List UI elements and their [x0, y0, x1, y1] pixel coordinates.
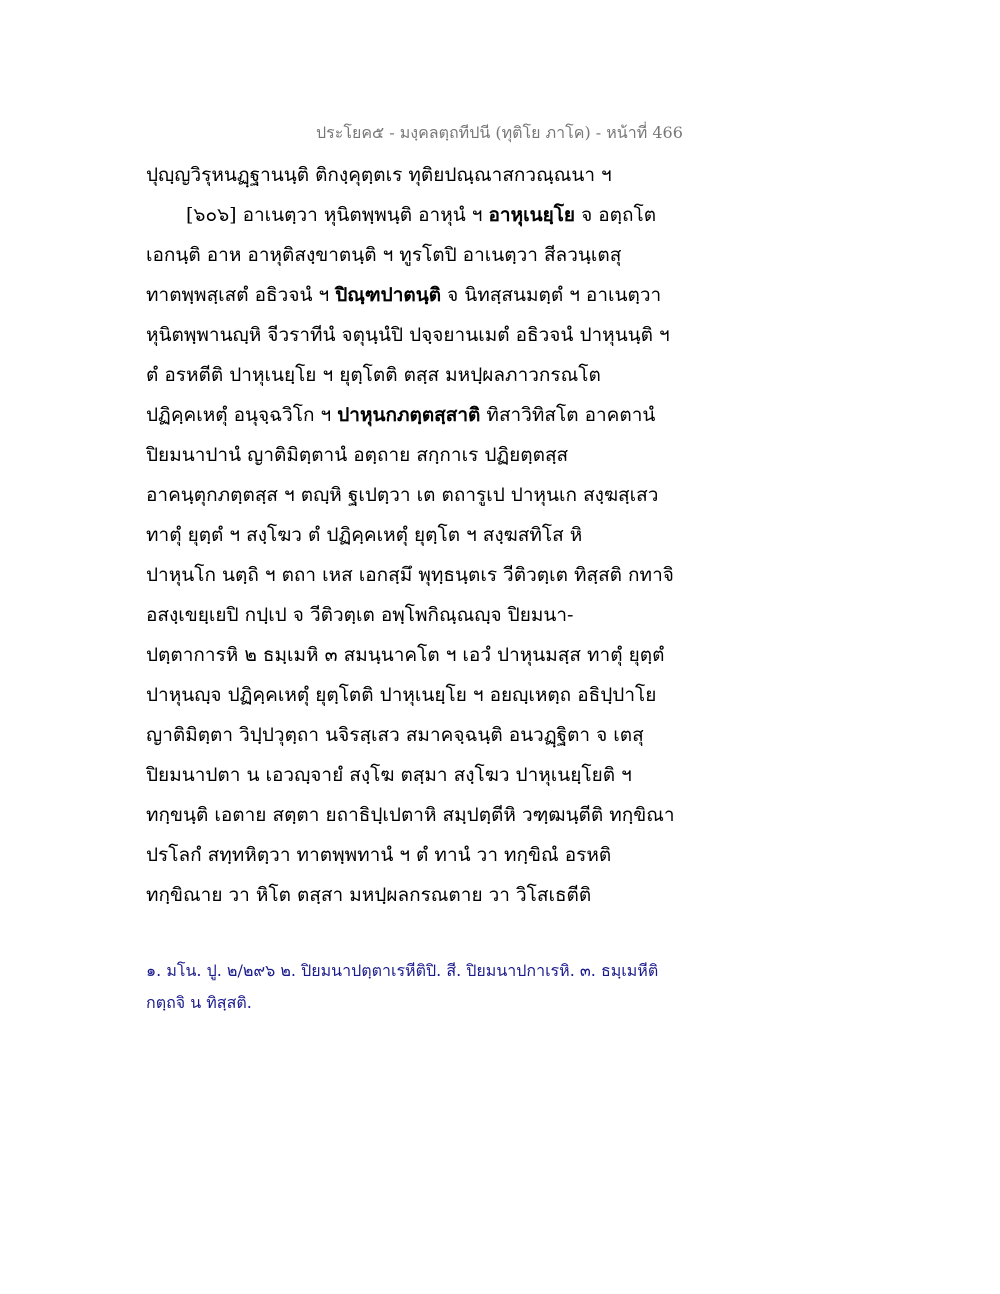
text-line: ทกฺขิณาย วา หิโต ตสฺสา มหปฺผลกรณตาย วา วิโสเธตีติ [146, 884, 592, 906]
text-line: ปิยมนาปานํ ญาติมิตฺตานํ อตฺถาย สกฺกาเร ปฏิยตฺตสฺส [146, 444, 569, 466]
text-line: ทกฺขนฺติ เอตาย สตฺตา ยถาธิปฺเปตาหิ สมฺปตฺตีหิ วฑฺฒนฺตีติ ทกฺขิณา [146, 804, 675, 826]
footnotes [146, 955, 716, 1019]
text-line: [๖๐๖] อาเนตฺวา หุนิตพฺพนฺติ อาหุนํ ฯ อาหุเนยฺโย จ อตฺถโต [186, 204, 657, 226]
text-line: ปตฺตาการหิ ๒ ธมฺเมหิ ๓ สมนฺนาคโต ฯ เอวํ ปาหุนมสฺส ทาตุํ ยุตฺตํ [146, 644, 665, 666]
bold-term: ปิณฺฑปาตนฺติ [335, 284, 442, 306]
text-line: ตํ อรหตีติ ปาหุเนยฺโย ฯ ยุตฺโตติ ตสฺส มหปฺผลภาวกรณโต [146, 364, 601, 386]
running-header: ประโยค๕ - มงฺคลตฺถทีปนี (ทุติโย ภาโค) - หน้าที่ 466 [316, 123, 683, 142]
footnote-line: ๑. มโน. ปู. ๒/๒๙๖ ๒. ปิยมนาปตฺตาเรหีติปิ. สี. ปิยมนาปกาเรหิ. ๓. ธมฺเมหีติ [146, 961, 659, 980]
text-line: ปรโลกํ สทฺทหิตฺวา ทาตพฺพทานํ ฯ ตํ ทานํ วา ทกฺขิณํ อรหติ [146, 844, 612, 866]
text-line: ทาตพฺพสฺเสตํ อธิวจนํ ฯ ปิณฺฑปาตนฺติ จ นิทสฺสนมตฺตํ ฯ อาเนตฺวา [146, 284, 662, 306]
bold-term: อาหุเนยฺโย [488, 204, 576, 226]
text-line: ปาหุนญฺจ ปฏิคฺคเหตุํ ยุตฺโตติ ปาหุเนยฺโย ฯ อยญฺเหตฺถ อธิปฺปาโย [146, 684, 657, 706]
footnote-line: กตฺถจิ น ทิสฺสติ. [146, 993, 252, 1012]
body-text [146, 155, 716, 915]
text-line: ทาตุํ ยุตฺตํ ฯ สงฺโฆว ตํ ปฏิคฺคเหตุํ ยุตฺโต ฯ สงฺฆสทิโส หิ [146, 524, 583, 546]
text-line: ปิยมนาปตา น เอวญฺจายํ สงฺโฆ ตสฺมา สงฺโฆว ปาหุเนยฺโยติ ฯ [146, 764, 632, 786]
text-line: ปุญฺญวิรุหนฏฺฐานนฺติ ติกงฺคุตฺตเร ทุติยปณฺณาสกวณฺณนา ฯ [146, 164, 612, 186]
text-line: หุนิตพฺพานญฺหิ จีวราทีนํ จตุนฺนํปิ ปจฺจยานเมตํ อธิวจนํ ปาหุนนฺติ ฯ [146, 324, 670, 346]
bold-term: ปาหุนกภตฺตสฺสาติ [337, 404, 481, 426]
text-line: ปาหุนโก นตฺถิ ฯ ตถา เหส เอกสฺมึ พุทฺธนฺตเร วีติวตฺเต ทิสฺสติ กทาจิ [146, 564, 674, 586]
text-line: อาคนฺตุกภตฺตสฺส ฯ ตญฺหิ ฐเปตฺวา เต ตถารูเป ปาหุนเก สงฺฆสฺเสว [146, 484, 659, 506]
text-line: ปฏิคฺคเหตุํ อนุจฺฉวิโก ฯ ปาหุนกภตฺตสฺสาติ ทิสาวิทิสโต อาคตานํ [146, 404, 656, 426]
text-line: ญาติมิตฺตา วิปฺปวุตฺถา นจิรสฺเสว สมาคจฺฉนฺติ อนวฏฺฐิตา จ เตสุ [146, 724, 644, 746]
text-line: เอกนฺติ อาห อาหุติสงฺขาตนฺติ ฯ ทูรโตปิ อาเนตฺวา สีลวนฺเตสุ [146, 244, 622, 266]
text-line: อสงฺเขยฺเยปิ กปฺเป จ วีติวตฺเต อพฺโพกิณฺณญฺจ ปิยมนา- [146, 604, 574, 626]
